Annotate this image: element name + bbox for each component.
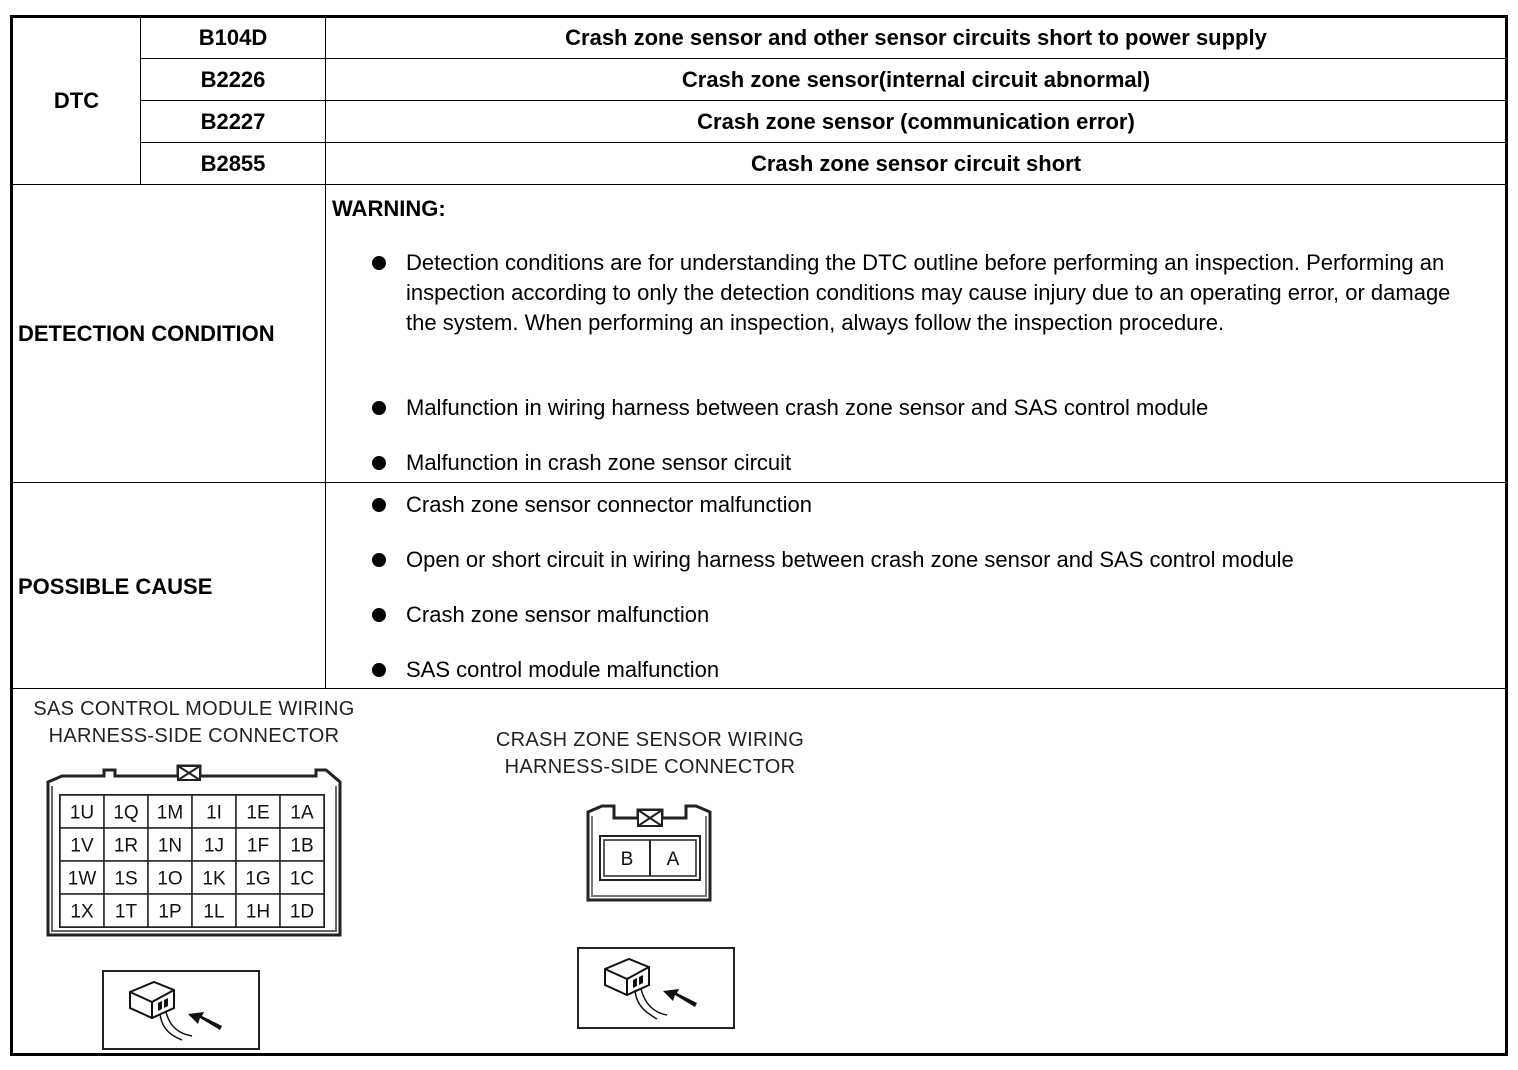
cause-item: SAS control module malfunction (406, 657, 720, 682)
bullet-icon (372, 553, 386, 567)
list-item (372, 393, 1476, 423)
dtc-description: Crash zone sensor (communication error) (697, 108, 1135, 134)
pin-label: 1L (203, 901, 225, 923)
cause-item: Crash zone sensor connector malfunction (406, 492, 812, 517)
pin-label: 1G (245, 868, 271, 890)
pin-label: 1H (245, 901, 271, 923)
detection-item: Malfunction in wiring harness between crash zone sensor and SAS control module (406, 395, 1209, 420)
pin-label: 1M (156, 802, 184, 824)
cause-item: Open or short circuit in wiring harness between crash zone sensor and SAS control module (406, 547, 1294, 572)
possible-cause-label: POSSIBLE CAUSE (18, 574, 213, 599)
dtc-code: B2226 (200, 66, 266, 92)
detection-condition-label: DETECTION CONDITION (18, 321, 275, 346)
list-item (372, 248, 1476, 338)
list-item (372, 545, 1476, 575)
pin-label: A (666, 849, 680, 870)
pin-label: 1J (203, 835, 225, 857)
bullet-icon (372, 256, 386, 270)
dtc-code: B2855 (200, 150, 266, 176)
pin-label: 1V (70, 835, 94, 857)
detection-item: Detection conditions are for understanding the DTC outline before performing an inspection. Performing an inspection according to only the detection conditions may cause injury due to an operating error, or damage the system. When performing an inspection, always follow the inspection procedure. (406, 250, 1451, 335)
pin-label: 1N (157, 835, 183, 857)
bullet-icon (372, 401, 386, 415)
caption-line: CRASH ZONE SENSOR WIRING (495, 729, 805, 751)
dtc-code: B104D (198, 24, 268, 50)
pin-label: 1Q (113, 802, 139, 824)
caption-line: SAS CONTROL MODULE WIRING (33, 698, 355, 720)
pin-label: 1E (246, 802, 270, 824)
pin-label: 1A (290, 802, 314, 824)
pin-label: 1W (67, 868, 97, 890)
warning-title: WARNING: (332, 196, 446, 221)
detection-item: Malfunction in crash zone sensor circuit (406, 450, 792, 475)
pin-label: 1B (290, 835, 314, 857)
list-item (372, 490, 1476, 520)
bullet-icon (372, 663, 386, 677)
pin-label: 1S (114, 868, 138, 890)
pin-label: 1F (246, 835, 270, 857)
sas-connector-diagram (40, 760, 350, 945)
crash-connector-diagram (578, 800, 723, 910)
pin-label: 1U (69, 802, 95, 824)
dtc-description: Crash zone sensor circuit short (750, 150, 1082, 176)
sas-connector-caption (14, 696, 374, 750)
dtc-description: Crash zone sensor and other sensor circuits short to power supply (565, 24, 1267, 50)
crash-connector-caption (470, 727, 830, 781)
cause-item: Crash zone sensor malfunction (406, 602, 710, 627)
pin-label: 1R (113, 835, 139, 857)
pin-label: 1T (114, 901, 138, 923)
caption-line: HARNESS-SIDE CONNECTOR (48, 725, 340, 747)
bullet-icon (372, 456, 386, 470)
connector-probe-icon (577, 947, 735, 1029)
bullet-icon (372, 498, 386, 512)
dtc-description: Crash zone sensor(internal circuit abnormal) (681, 66, 1151, 92)
pin-label: 1I (206, 802, 222, 824)
pin-label: 1O (157, 868, 183, 890)
connector-probe-icon (102, 970, 260, 1050)
bullet-icon (372, 608, 386, 622)
divider (12, 482, 1506, 483)
pin-label: 1D (289, 901, 315, 923)
dtc-label: DTC (53, 87, 100, 113)
pin-label: B (620, 849, 634, 870)
list-item (372, 448, 1476, 478)
divider (12, 184, 1506, 185)
list-item (372, 655, 1476, 685)
pin-label: 1C (289, 868, 315, 890)
pin-label: 1P (158, 901, 182, 923)
list-item (372, 600, 1476, 630)
dtc-code: B2227 (200, 108, 266, 134)
divider (12, 688, 1506, 689)
pin-label: 1K (202, 868, 226, 890)
pin-label: 1X (70, 901, 94, 923)
caption-line: HARNESS-SIDE CONNECTOR (504, 756, 796, 778)
